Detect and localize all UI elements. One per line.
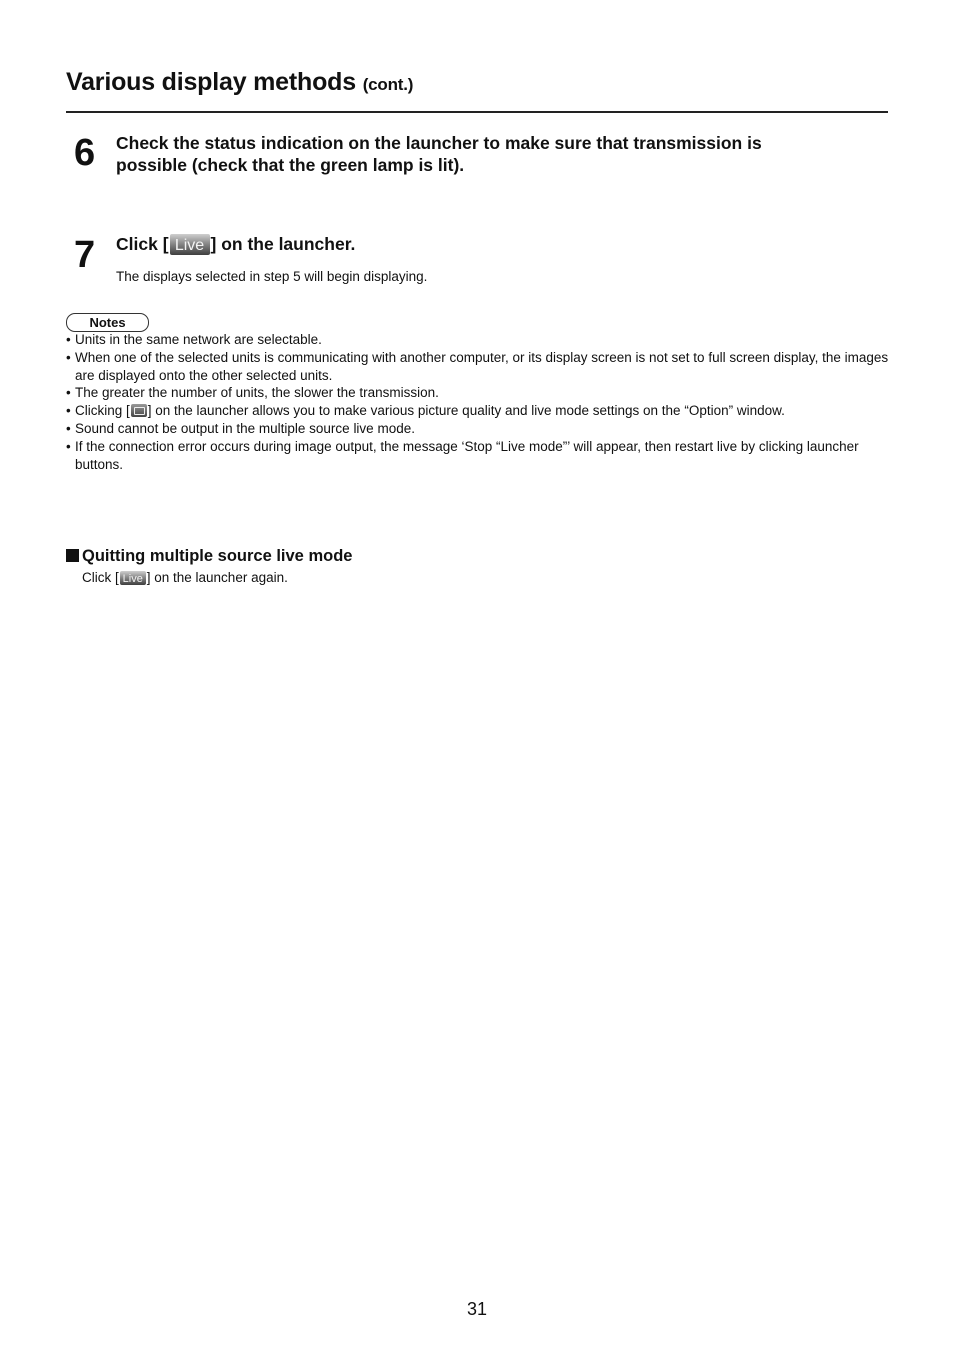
step-7-heading-after: ] on the launcher.	[210, 234, 356, 254]
square-icon	[66, 549, 79, 562]
step-6-heading-line1: Check the status indication on the launcher to make sure that transmission is	[116, 133, 762, 153]
step-6-number: 6	[74, 132, 96, 174]
section-body	[82, 569, 288, 587]
note-item: • If the connection error occurs during image output, the message ‘Stop “Live mode”’ will appear, then restart live by clicking launcher buttons.	[66, 438, 896, 474]
step-6-heading	[116, 132, 896, 176]
note-item: • Units in the same network are selectable.	[66, 331, 896, 349]
step-7-heading	[116, 233, 355, 255]
step-7-body: The displays selected in step 5 will begin displaying.	[116, 269, 428, 284]
step-7-heading-before: Click [	[116, 234, 169, 254]
section-heading	[66, 547, 352, 566]
note-item: • When one of the selected units is communicating with another computer, or its display screen is not set to full screen display, the images are displayed onto the other selected units.	[66, 349, 896, 385]
section-body-after: ] on the launcher again.	[146, 570, 288, 585]
section-body-before: Click [	[82, 570, 119, 585]
title-divider	[66, 111, 888, 113]
live-icon: Live	[170, 234, 210, 255]
page-title-text: Various display methods	[66, 68, 356, 96]
note-item: • Sound cannot be output in the multiple source live mode.	[66, 420, 896, 438]
page-number: 31	[466, 1299, 488, 1319]
note-item-before: Clicking [	[75, 403, 130, 419]
notes-list	[66, 331, 896, 473]
step-6-heading-line2: possible (check that the green lamp is lit).	[116, 155, 465, 175]
notes-badge: Notes	[66, 313, 149, 332]
section-heading-text: Quitting multiple source live mode	[82, 547, 353, 565]
note-item-after: ] on the launcher allows you to make various picture quality and live mode settings on the “Option” window.	[147, 403, 785, 419]
note-item: • The greater the number of units, the slower the transmission.	[66, 384, 896, 402]
note-item	[66, 402, 896, 420]
live-icon: Live	[120, 571, 146, 585]
step-7-number: 7	[74, 234, 96, 276]
page-title-cont: (cont.)	[362, 75, 414, 94]
option-icon	[131, 404, 147, 417]
page-title	[66, 68, 413, 97]
